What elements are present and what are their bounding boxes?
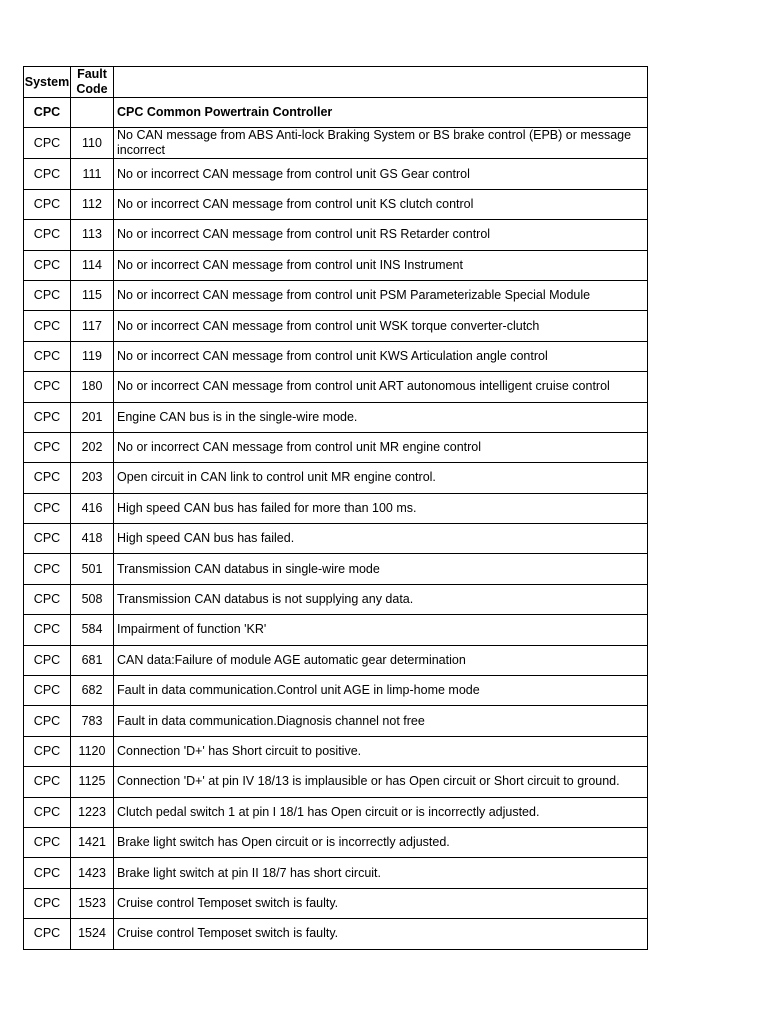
row-description: No or incorrect CAN message from control unit KWS Articulation angle control: [114, 341, 648, 371]
row-description: Brake light switch has Open circuit or is incorrectly adjusted.: [114, 827, 648, 857]
table-row: [24, 797, 648, 827]
row-description: Brake light switch at pin II 18/7 has short circuit.: [114, 858, 648, 888]
row-system: CPC: [24, 736, 71, 766]
row-fault-code: 418: [71, 524, 114, 554]
row-description: No or incorrect CAN message from control unit PSM Parameterizable Special Module: [114, 280, 648, 310]
row-fault-code: 112: [71, 189, 114, 219]
table-row: [24, 676, 648, 706]
row-system: CPC: [24, 554, 71, 584]
row-fault-code: 203: [71, 463, 114, 493]
table-row: [24, 463, 648, 493]
row-system: CPC: [24, 493, 71, 523]
fault-code-table-body: [24, 67, 648, 950]
row-system: CPC: [24, 432, 71, 462]
row-fault-code: 1223: [71, 797, 114, 827]
table-header-row: [24, 67, 648, 98]
row-description: Open circuit in CAN link to control unit MR engine control.: [114, 463, 648, 493]
row-description: Connection 'D+' at pin IV 18/13 is implausible or has Open circuit or Short circuit to ground.: [114, 767, 648, 797]
row-system: CPC: [24, 888, 71, 918]
row-system: CPC: [24, 341, 71, 371]
row-system: CPC: [24, 919, 71, 949]
table-row: [24, 615, 648, 645]
header-fault-code-label: Fault Code: [76, 67, 108, 96]
table-row: [24, 645, 648, 675]
row-fault-code: 783: [71, 706, 114, 736]
row-system: CPC: [24, 250, 71, 280]
section-title: CPC Common Powertrain Controller: [114, 98, 648, 128]
row-fault-code: 180: [71, 372, 114, 402]
table-row: [24, 220, 648, 250]
row-system: CPC: [24, 706, 71, 736]
row-fault-code: 1421: [71, 827, 114, 857]
table-row: [24, 372, 648, 402]
table-row: [24, 128, 648, 159]
row-description: No or incorrect CAN message from control unit KS clutch control: [114, 189, 648, 219]
header-system: System: [24, 67, 71, 98]
row-system: CPC: [24, 372, 71, 402]
row-system: CPC: [24, 676, 71, 706]
table-row: [24, 402, 648, 432]
header-fault-code: [71, 67, 114, 98]
table-row: [24, 554, 648, 584]
row-fault-code: 501: [71, 554, 114, 584]
row-description: Transmission CAN databus in single-wire mode: [114, 554, 648, 584]
table-row: [24, 250, 648, 280]
section-code: [71, 98, 114, 128]
table-row: [24, 736, 648, 766]
row-description: Connection 'D+' has Short circuit to positive.: [114, 736, 648, 766]
row-description: Cruise control Temposet switch is faulty.: [114, 888, 648, 918]
row-fault-code: 114: [71, 250, 114, 280]
row-fault-code: 584: [71, 615, 114, 645]
row-fault-code: 201: [71, 402, 114, 432]
row-description: No or incorrect CAN message from control unit MR engine control: [114, 432, 648, 462]
table-row: [24, 280, 648, 310]
row-system: CPC: [24, 767, 71, 797]
row-fault-code: 117: [71, 311, 114, 341]
row-system: CPC: [24, 797, 71, 827]
row-fault-code: 113: [71, 220, 114, 250]
table-row: [24, 858, 648, 888]
row-system: CPC: [24, 463, 71, 493]
row-system: CPC: [24, 128, 71, 159]
row-description: High speed CAN bus has failed.: [114, 524, 648, 554]
table-row: [24, 432, 648, 462]
fault-code-table: [23, 66, 648, 950]
row-description: CAN data:Failure of module AGE automatic gear determination: [114, 645, 648, 675]
row-description: Impairment of function 'KR': [114, 615, 648, 645]
row-description: No or incorrect CAN message from control unit GS Gear control: [114, 159, 648, 189]
row-system: CPC: [24, 645, 71, 675]
row-description: Fault in data communication.Diagnosis channel not free: [114, 706, 648, 736]
row-fault-code: 119: [71, 341, 114, 371]
table-row: [24, 767, 648, 797]
row-description: Fault in data communication.Control unit AGE in limp-home mode: [114, 676, 648, 706]
row-fault-code: 111: [71, 159, 114, 189]
row-system: CPC: [24, 858, 71, 888]
row-fault-code: 1524: [71, 919, 114, 949]
table-row: [24, 341, 648, 371]
row-description: Engine CAN bus is in the single-wire mode.: [114, 402, 648, 432]
row-system: CPC: [24, 280, 71, 310]
table-row: [24, 888, 648, 918]
table-row: [24, 524, 648, 554]
table-row: [24, 159, 648, 189]
row-system: CPC: [24, 311, 71, 341]
row-fault-code: 508: [71, 584, 114, 614]
row-system: CPC: [24, 220, 71, 250]
row-description: No or incorrect CAN message from control unit RS Retarder control: [114, 220, 648, 250]
row-fault-code: 682: [71, 676, 114, 706]
row-description: Clutch pedal switch 1 at pin I 18/1 has Open circuit or is incorrectly adjusted.: [114, 797, 648, 827]
row-fault-code: 1120: [71, 736, 114, 766]
table-row: [24, 493, 648, 523]
table-row: [24, 919, 648, 949]
row-description: No or incorrect CAN message from control unit ART autonomous intelligent cruise control: [114, 372, 648, 402]
row-description: Transmission CAN databus is not supplying any data.: [114, 584, 648, 614]
row-description: No or incorrect CAN message from control unit INS Instrument: [114, 250, 648, 280]
row-system: CPC: [24, 827, 71, 857]
section-row: [24, 98, 648, 128]
table-row: [24, 706, 648, 736]
row-fault-code: 202: [71, 432, 114, 462]
header-description: [114, 67, 648, 98]
row-system: CPC: [24, 159, 71, 189]
row-fault-code: 1523: [71, 888, 114, 918]
row-description: High speed CAN bus has failed for more than 100 ms.: [114, 493, 648, 523]
table-row: [24, 827, 648, 857]
row-fault-code: 1423: [71, 858, 114, 888]
row-system: CPC: [24, 615, 71, 645]
row-system: CPC: [24, 402, 71, 432]
row-description: No or incorrect CAN message from control unit WSK torque converter-clutch: [114, 311, 648, 341]
table-row: [24, 189, 648, 219]
row-description: No CAN message from ABS Anti-lock Braking System or BS brake control (EPB) or message incorrect: [114, 128, 648, 159]
section-system: CPC: [24, 98, 71, 128]
row-fault-code: 1125: [71, 767, 114, 797]
table-row: [24, 311, 648, 341]
row-system: CPC: [24, 189, 71, 219]
row-fault-code: 115: [71, 280, 114, 310]
table-row: [24, 584, 648, 614]
row-system: CPC: [24, 524, 71, 554]
row-fault-code: 416: [71, 493, 114, 523]
row-fault-code: 110: [71, 128, 114, 159]
row-fault-code: 681: [71, 645, 114, 675]
row-description: Cruise control Temposet switch is faulty.: [114, 919, 648, 949]
row-system: CPC: [24, 584, 71, 614]
